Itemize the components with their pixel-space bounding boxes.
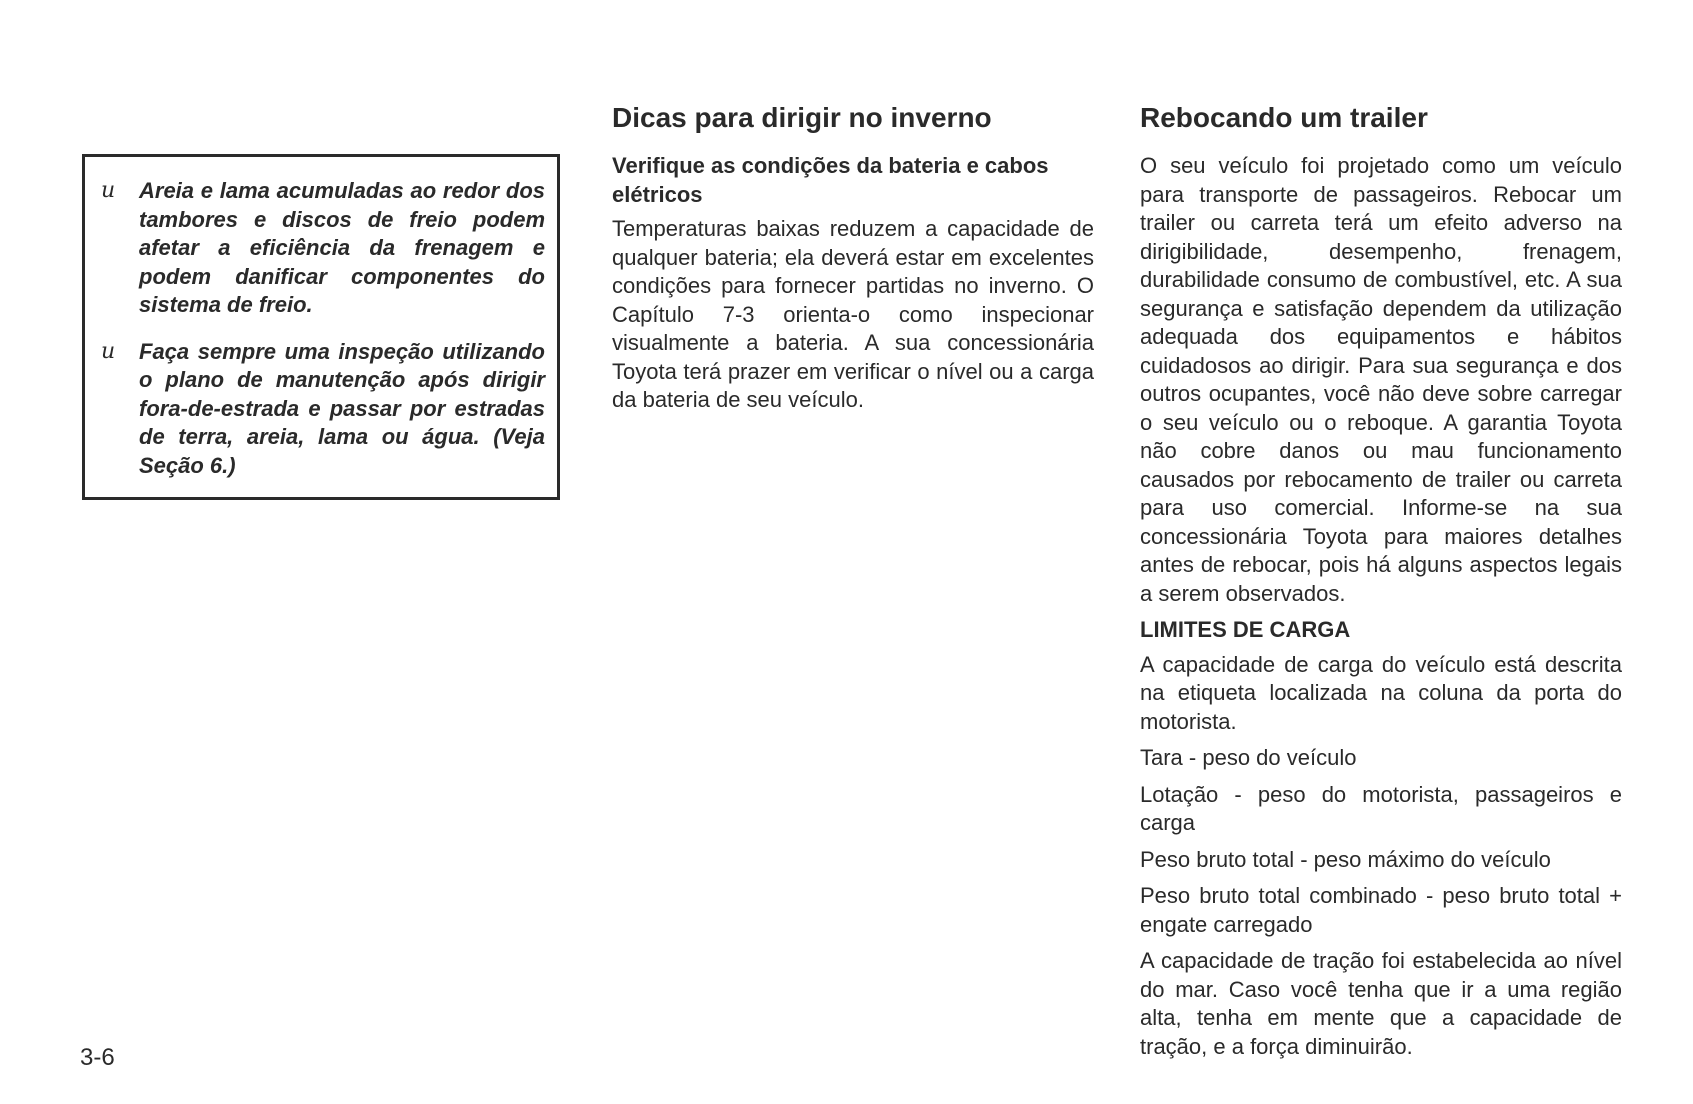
trailer-section <box>1140 100 1622 1069</box>
winter-section <box>612 100 1094 423</box>
gross-weight-definition: Peso bruto total - peso máximo do veículo <box>1140 846 1551 872</box>
tare-definition: Tara - peso do veículo <box>1140 745 1357 770</box>
warning-box <box>82 154 560 500</box>
altitude-paragraph: A capacidade de tração foi estabelecida ao nível do mar. Caso você tenha que ir a uma região alta, tenha em mente que a capacidade de tração, e a força diminuirão. <box>1140 948 1622 1059</box>
trailer-intro: O seu veículo foi projetado como um veículo para transporte de passageiros. Rebocar um trailer ou carreta terá um efeito adverso na dirigibilidade, desempenho, frenagem, durabilidade consumo de combustível, etc. A sua segurança e satisfação dependem da utilização adequada dos equipamentos e hábitos cuidadosos ao dirigir. Para sua segurança e dos outros ocupantes, você não deve sobre carregar o seu veículo ou o reboque. A garantia Toyota não cobre danos ou mau funcionamento causados por rebocamento de trailer ou carreta para uso comercial. Informe-se na sua concessionária Toyota para maiores detalhes antes de rebocar, pois há alguns aspectos legais a serem observados. <box>1140 153 1622 606</box>
bullet-icon: u <box>101 338 116 364</box>
warning-item <box>99 338 545 481</box>
winter-title: Dicas para dirigir no inverno <box>612 102 992 133</box>
capacity-definition: Lotação - peso do motorista, passageiros e carga <box>1140 781 1622 835</box>
load-capacity-paragraph: A capacidade de carga do veículo está descrita na etiqueta localizada na coluna da porta do motorista. <box>1140 651 1622 734</box>
combined-weight-definition: Peso bruto total combinado - peso bruto total + engate carregado <box>1140 883 1622 937</box>
bullet-icon: u <box>101 178 116 203</box>
battery-subtitle: Verifique as condições da bateria e cabos elétricos <box>612 153 1049 207</box>
warning-text: Faça sempre uma inspeção utilizando o plano de manutenção após dirigir fora-de-estrada e passar por estradas de terra, areia, lama ou água. (Veja Seção 6.) <box>139 338 545 478</box>
battery-paragraph: Temperaturas baixas reduzem a capacidade de qualquer bateria; ela deverá estar em excelentes condições para fornecer partidas no inverno. O Capítulo 7-3 orienta-o como inspecionar visualmente a bateria. A sua concessionária Toyota terá prazer em verificar o nível ou a carga da bateria de seu veículo. <box>612 216 1094 412</box>
trailer-title: Rebocando um trailer <box>1140 102 1428 133</box>
load-limits-heading: LIMITES DE CARGA <box>1140 617 1351 642</box>
warning-text: Areia e lama acumuladas ao redor dos tambores e discos de freio podem afetar a eficiência da frenagem e podem danificar componentes do sistema de freio. <box>139 178 545 317</box>
warning-item <box>99 177 545 320</box>
page-number: 3-6 <box>80 1044 115 1071</box>
